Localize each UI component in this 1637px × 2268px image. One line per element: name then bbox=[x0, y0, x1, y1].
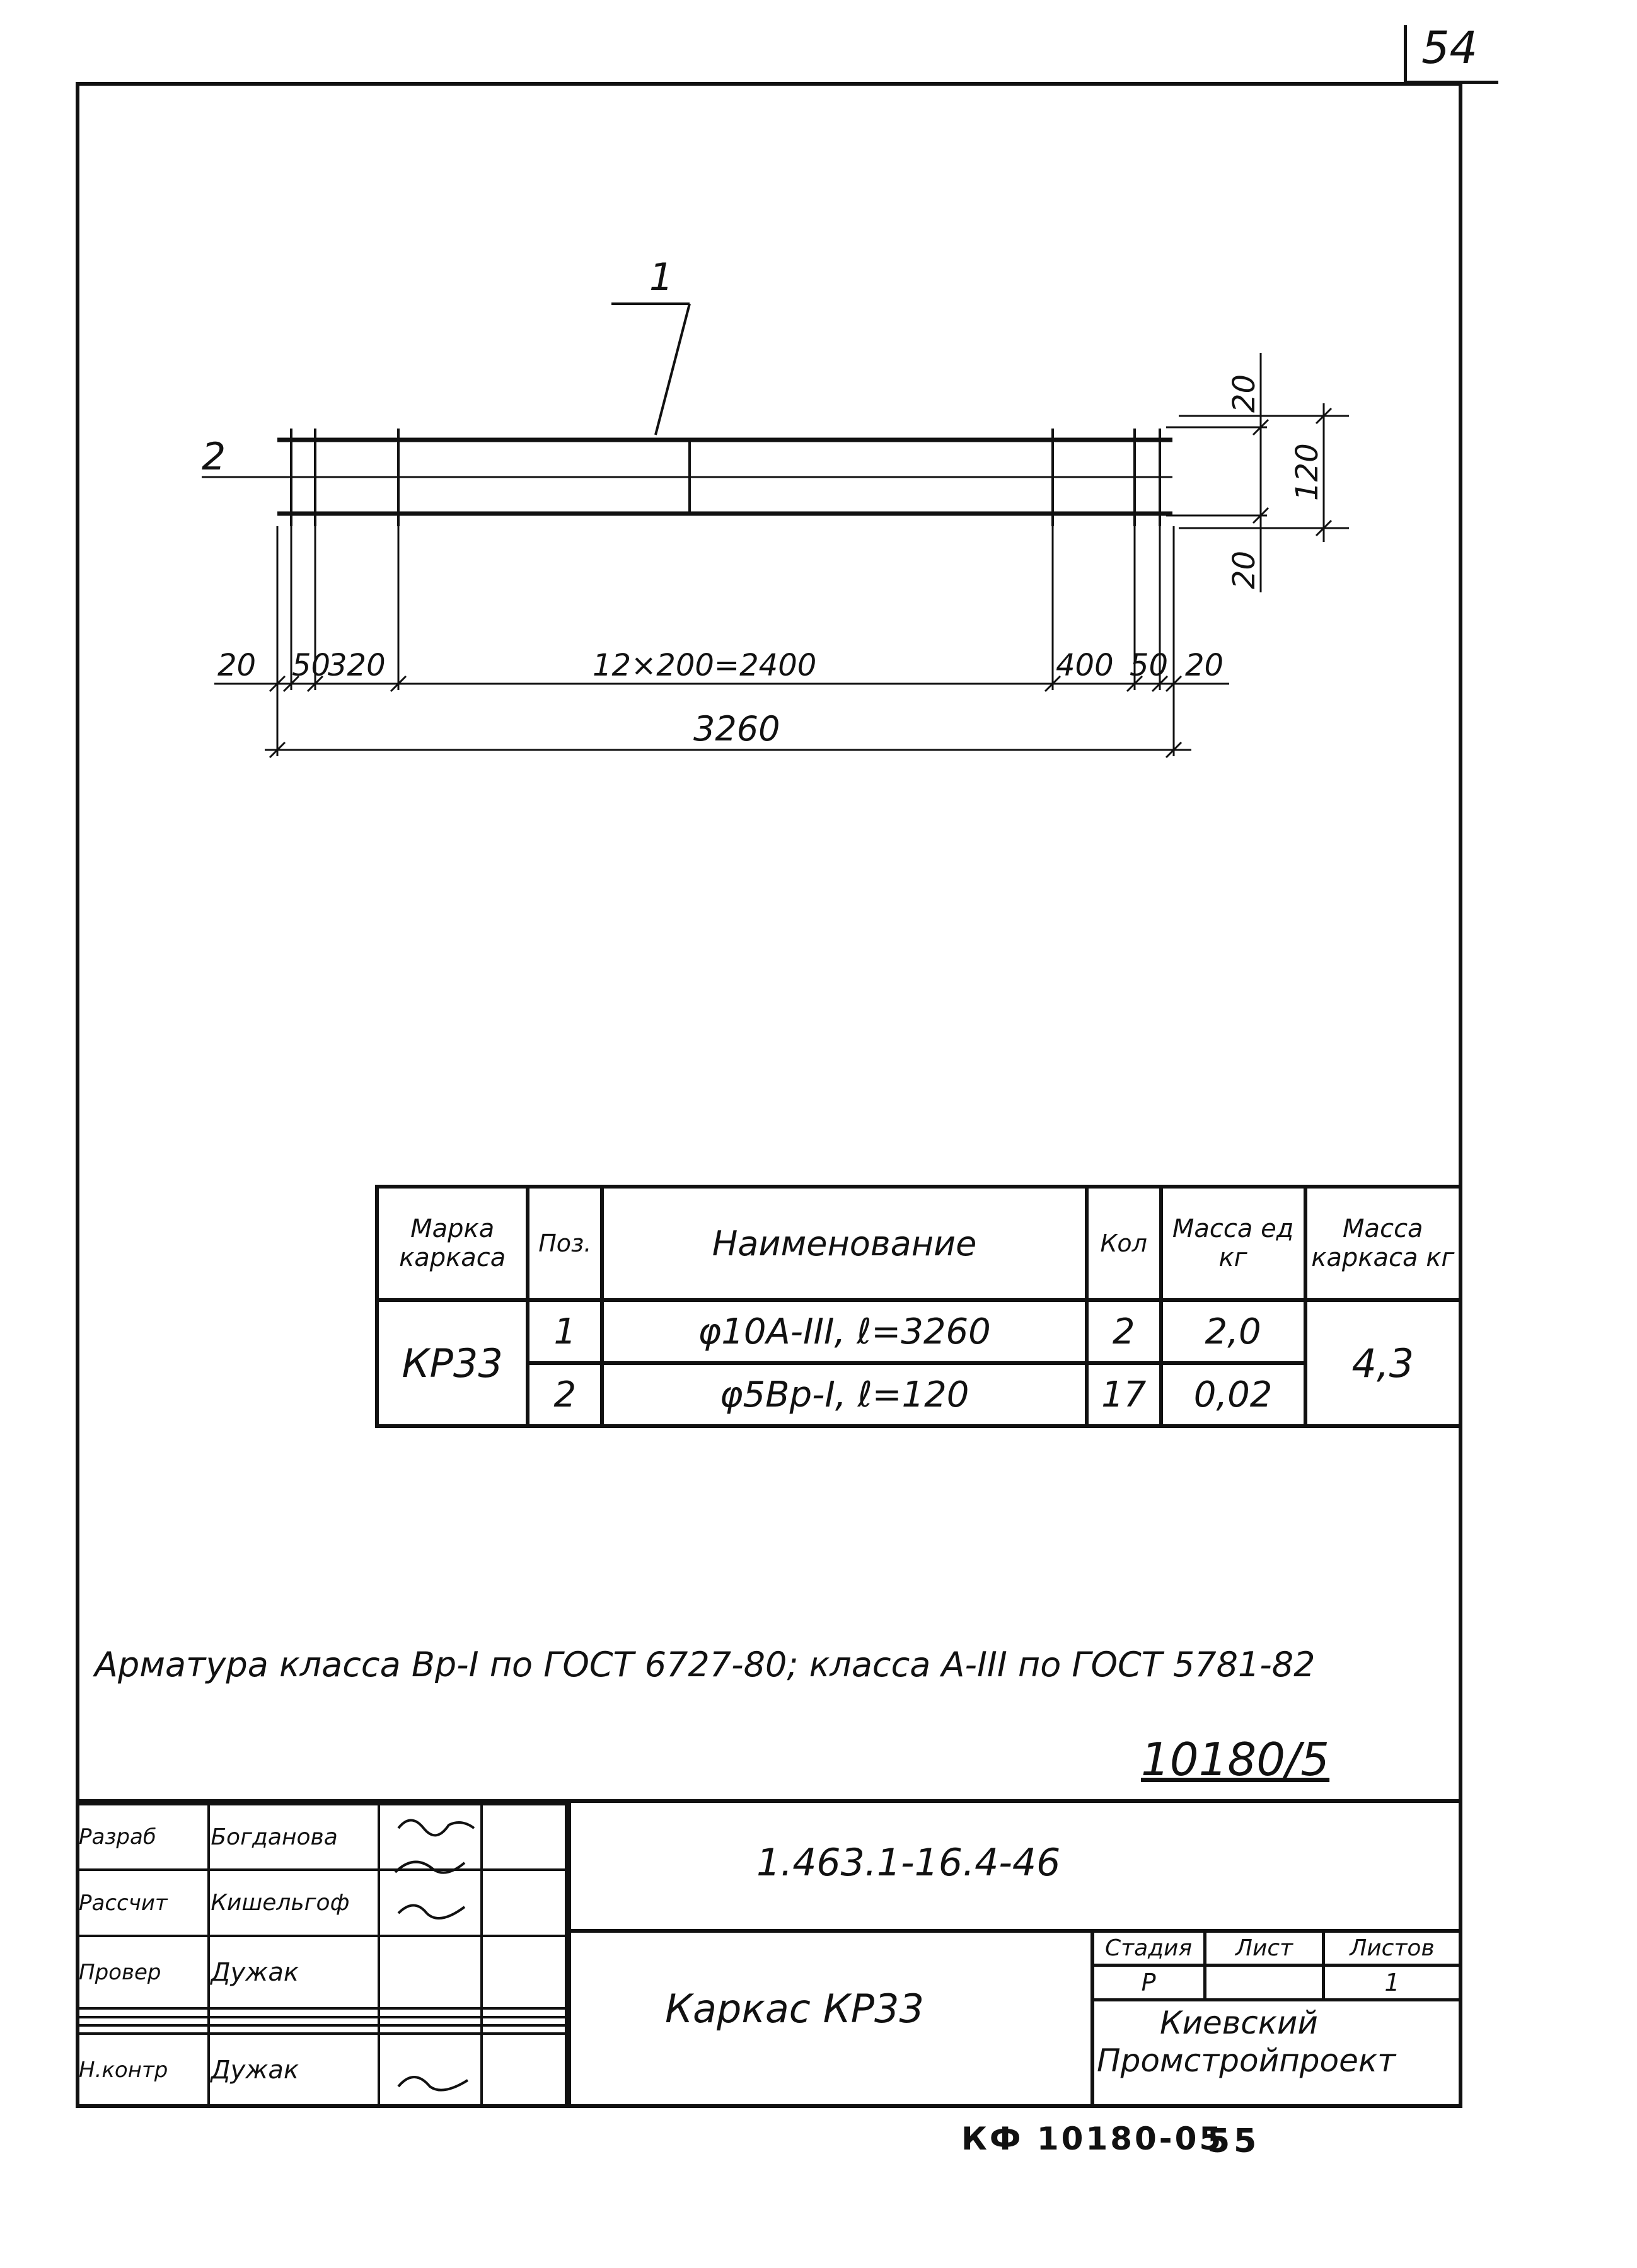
header-cage-mass: Масса каркаса кг bbox=[1305, 1187, 1461, 1300]
cell-pos: 1 bbox=[528, 1300, 602, 1363]
date-cell bbox=[482, 1870, 566, 1935]
cell-mark: КР33 bbox=[377, 1300, 528, 1426]
stage-label: Стадия bbox=[1092, 1931, 1205, 1966]
title-block bbox=[76, 1799, 1462, 2108]
spec-table bbox=[375, 1185, 1462, 1428]
org-left-border bbox=[1090, 1929, 1094, 2108]
page-number: 54 bbox=[1421, 22, 1478, 74]
header-unit-mass: Масса ед кг bbox=[1161, 1187, 1305, 1300]
dim-right-20-bottom: 20 bbox=[1227, 550, 1262, 589]
rebar-cage-drawing bbox=[0, 0, 1637, 819]
archive-code: 10180/5 bbox=[1141, 1733, 1330, 1786]
name-cell: Дужак bbox=[209, 2034, 379, 2107]
header-mark: Марка каркаса bbox=[377, 1187, 528, 1300]
sheets-label: Листов bbox=[1323, 1931, 1461, 1966]
org-line-1: Киевский bbox=[1160, 2005, 1318, 2041]
dim-2400: 12×200=2400 bbox=[593, 648, 817, 683]
sheets-value: 1 bbox=[1323, 1966, 1461, 2000]
date-cell bbox=[482, 2017, 566, 2025]
date-cell bbox=[482, 1804, 566, 1870]
cell-pos: 2 bbox=[528, 1363, 602, 1426]
header-name: Наименование bbox=[602, 1187, 1087, 1300]
dim-50-right: 50 bbox=[1130, 648, 1169, 683]
cell-mass-total: 4,3 bbox=[1305, 1300, 1461, 1426]
role-cell bbox=[77, 2017, 209, 2025]
sheet-label: Лист bbox=[1205, 1931, 1324, 1966]
cell-mass: 0,02 bbox=[1161, 1363, 1305, 1426]
dim-20-left: 20 bbox=[217, 648, 257, 683]
archive-stamp: КФ 10180-05 bbox=[961, 2121, 1224, 2157]
title-left-border bbox=[567, 1803, 571, 2108]
archive-stamp-page: 55 bbox=[1207, 2122, 1261, 2160]
role-cell bbox=[77, 2025, 209, 2034]
header-pos: Поз. bbox=[528, 1187, 602, 1300]
name-cell: Кишельгоф bbox=[209, 1870, 379, 1935]
stage-grid bbox=[1090, 1929, 1462, 2001]
date-cell bbox=[482, 2034, 566, 2107]
dim-50-left: 50 bbox=[292, 648, 331, 683]
sheet-value bbox=[1205, 1966, 1324, 2000]
dim-400: 400 bbox=[1056, 648, 1114, 683]
dim-right-120: 120 bbox=[1290, 443, 1325, 501]
name-cell bbox=[209, 2017, 379, 2025]
dim-total: 3260 bbox=[693, 709, 780, 749]
role-cell: Рассчит bbox=[77, 1870, 209, 1935]
doc-code: 1.463.1-16.4-46 bbox=[756, 1841, 1061, 1885]
date-cell bbox=[482, 2025, 566, 2034]
dim-20-right: 20 bbox=[1185, 648, 1224, 683]
signature-grid bbox=[76, 1803, 567, 2108]
role-cell bbox=[77, 2008, 209, 2017]
reinforcement-note: Арматура класса Bp-I по ГОСТ 6727-80; класса A-III по ГОСТ 5781-82 bbox=[95, 1645, 1316, 1684]
cell-name: φ5Bp-I, ℓ=120 bbox=[602, 1363, 1087, 1426]
cell-qty: 17 bbox=[1087, 1363, 1161, 1426]
name-cell: Богданова bbox=[209, 1804, 379, 1870]
role-cell: Н.контр bbox=[77, 2034, 209, 2107]
cell-qty: 2 bbox=[1087, 1300, 1161, 1363]
name-cell bbox=[209, 2008, 379, 2017]
name-cell bbox=[209, 2025, 379, 2034]
leader-1-label: 1 bbox=[649, 255, 674, 299]
role-cell: Провер bbox=[77, 1936, 209, 2009]
dim-right-20-top: 20 bbox=[1227, 374, 1262, 413]
org-line-2: Промстройпроект bbox=[1097, 2042, 1396, 2079]
stage-value: Р bbox=[1092, 1966, 1205, 2000]
date-cell bbox=[482, 1936, 566, 2009]
name-cell: Дужак bbox=[209, 1936, 379, 2009]
header-qty: Кол bbox=[1087, 1187, 1161, 1300]
cell-name: φ10A-III, ℓ=3260 bbox=[602, 1300, 1087, 1363]
role-cell: Разраб bbox=[77, 1804, 209, 1870]
date-cell bbox=[482, 2008, 566, 2017]
signature-marks bbox=[386, 1803, 487, 2105]
drawing-title: Каркас КР33 bbox=[665, 1986, 924, 2032]
dim-320: 320 bbox=[328, 648, 386, 683]
cell-mass: 2,0 bbox=[1161, 1300, 1305, 1363]
leader-2-label: 2 bbox=[202, 435, 226, 479]
